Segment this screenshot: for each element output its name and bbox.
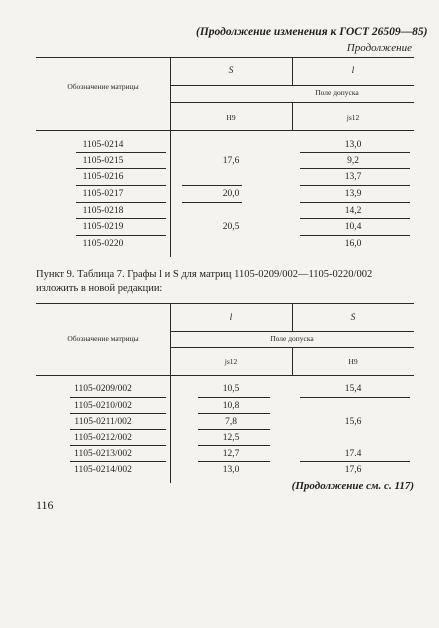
row-underline [70,445,166,446]
row-underline [300,202,410,203]
row-underline [76,235,166,236]
group-underline [300,397,410,398]
table-rule [36,130,414,131]
row-underline [198,429,270,430]
table-rule [36,375,414,376]
l-value: 10,8 [222,401,240,411]
group-underline [182,202,242,203]
row-underline [70,429,166,430]
header-l: l [351,66,355,76]
table-row-id: 1105-0211/002 [74,417,132,427]
row-underline [70,413,166,414]
table-row-id: 1105-0214/002 [74,465,132,475]
paragraph-item-9: Пункт 9. Таблица 7. Графы l и S для матриц 1105-0209/002—1105-0220/002 изложить в новой редакции: [36,269,373,294]
table-row-id: 1105-0215 [82,156,124,166]
row-underline [76,152,166,153]
header-s: S [228,66,234,76]
l-value: 13,9 [344,189,362,199]
row-underline [300,235,410,236]
row-underline [198,461,270,462]
table-row-id: 1105-0214 [82,140,124,150]
s-value: 20,0 [222,189,240,199]
row-underline [198,397,270,398]
s-value: 17.4 [344,449,362,459]
row-underline [300,218,410,219]
table-row-id: 1105-0218 [82,206,124,216]
l-value: 13,0 [222,465,240,475]
header-l: l [229,313,233,323]
group-underline [182,185,242,186]
l-value: 16,0 [344,239,362,249]
continuation-label: Продолжение [346,42,412,54]
l-value: 12,7 [222,449,240,459]
row-underline [76,185,166,186]
l-value: 12,5 [222,433,240,443]
tolerance-s: H9 [226,113,236,122]
row-underline [198,413,270,414]
s-value: 15,6 [344,417,362,427]
table-row-id: 1105-0213/002 [74,449,132,459]
l-value: 13,0 [344,140,362,150]
s-value: 17,6 [222,156,240,166]
table-row-id: 1105-0216 [82,172,124,182]
table-rule [36,303,414,304]
tolerance-l: js12 [346,113,360,122]
table-row-id: 1105-0210/002 [74,401,132,411]
row-underline [76,202,166,203]
s-value: 17,6 [344,465,362,475]
s-value: 20,5 [222,222,240,232]
row-underline [70,461,166,462]
page-number: 116 [36,498,54,512]
group-underline [300,461,410,462]
header-tolerance-field: Поле допуска [315,88,359,97]
header-designation: Обозначение матрицы [67,82,139,91]
header-tolerance-field: Поле допуска [270,334,314,343]
table-row-id: 1105-0220 [82,239,124,249]
page-header-title: (Продолжение изменения к ГОСТ 26509—85) [196,26,428,38]
row-underline [70,397,166,398]
table-rule [36,57,414,58]
header-designation: Обозначение матрицы [67,334,139,343]
row-underline [76,218,166,219]
continuation-footer: (Продолжение см. с. 117) [291,480,414,492]
row-underline [300,185,410,186]
tolerance-l: js12 [224,357,238,366]
l-value: 14,2 [344,206,362,216]
row-underline [300,168,410,169]
l-value: 9,2 [347,156,359,166]
table-row-id: 1105-0209/002 [74,384,132,394]
table-row-id: 1105-0212/002 [74,433,132,443]
table-rule [170,331,414,332]
l-value: 13,7 [344,172,362,182]
row-underline [198,445,270,446]
table-row-id: 1105-0219 [82,222,124,232]
row-underline [300,152,410,153]
l-value: 10,4 [344,222,362,232]
table-row-id: 1105-0217 [82,189,124,199]
l-value: 10,5 [222,384,240,394]
row-underline [76,168,166,169]
table-rule [170,85,414,86]
header-s: S [350,313,356,323]
s-value: 15,4 [344,384,362,394]
tolerance-s: H9 [348,357,358,366]
l-value: 7,8 [225,417,237,427]
